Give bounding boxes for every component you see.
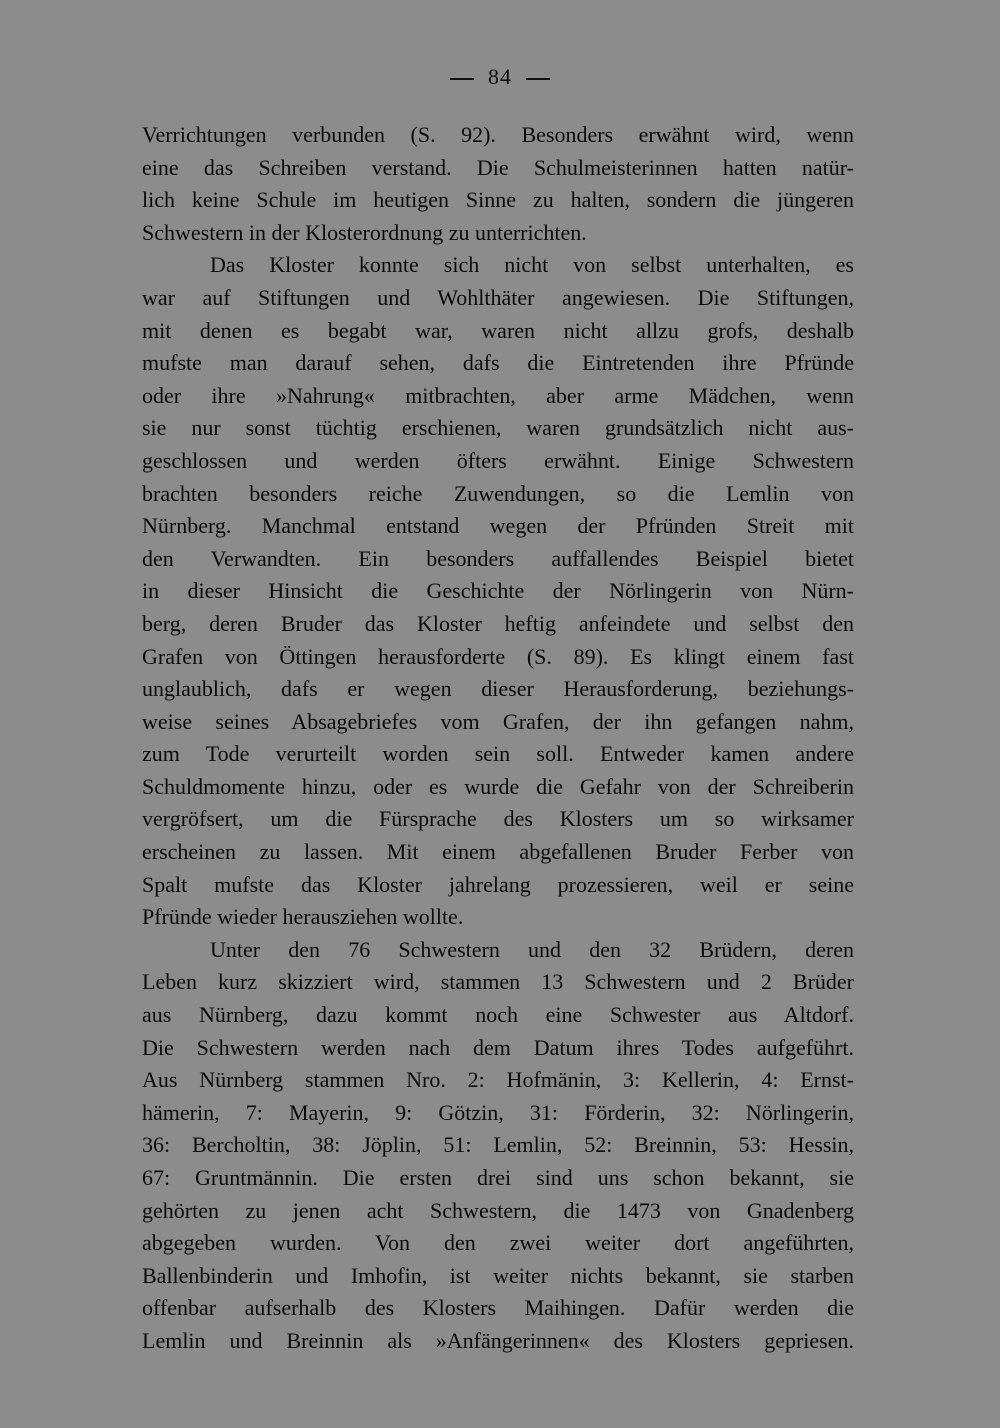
text-line: gehörten zu jenen acht Schwestern, die 1473 von Gnadenberg bbox=[142, 1197, 854, 1223]
text-line: Leben kurz skizziert wird, stammen 13 Schwestern und 2 Brüder bbox=[142, 969, 854, 995]
text-line: weise seines Absagebriefes vom Grafen, der ihn gefangen nahm, bbox=[142, 708, 854, 734]
text-line: unglaublich, dafs er wegen dieser Herausforderung, beziehungs- bbox=[142, 676, 854, 702]
text-line: oder ihre »Nahrung« mitbrachten, aber arme Mädchen, wenn bbox=[142, 382, 854, 408]
text-line: berg, deren Bruder das Kloster heftig anfeindete und selbst den bbox=[142, 610, 854, 636]
text-line: zum Tode verurteilt worden sein soll. Entweder kamen andere bbox=[142, 741, 854, 767]
text-line: Das Kloster konnte sich nicht von selbst unterhalten, es bbox=[210, 252, 854, 278]
text-line: in dieser Hinsicht die Geschichte der Nörlingerin von Nürn- bbox=[142, 578, 854, 604]
text-line: aus Nürnberg, dazu kommt noch eine Schwester aus Altdorf. bbox=[142, 1002, 854, 1028]
text-line: Spalt mufste das Kloster jahrelang prozessieren, weil er seine bbox=[142, 871, 854, 897]
text-line: Die Schwestern werden nach dem Datum ihres Todes aufgeführt. bbox=[142, 1034, 854, 1060]
text-line: Nürnberg. Manchmal entstand wegen der Pfründen Streit mit bbox=[142, 513, 854, 539]
text-line: Grafen von Öttingen herausforderte (S. 89). Es klingt einem fast bbox=[142, 643, 854, 669]
page-number: 84 bbox=[488, 64, 512, 89]
text-line: abgegeben wurden. Von den zwei weiter dort angeführten, bbox=[142, 1230, 854, 1256]
body-text bbox=[142, 119, 854, 1358]
page-header bbox=[0, 64, 1000, 90]
text-line: den Verwandten. Ein besonders auffallendes Beispiel bietet bbox=[142, 545, 854, 571]
text-line: geschlossen und werden öfters erwähnt. Einige Schwestern bbox=[142, 447, 854, 473]
text-line: offenbar aufserhalb des Klosters Maihingen. Dafür werden die bbox=[142, 1295, 854, 1321]
text-line: Unter den 76 Schwestern und den 32 Brüdern, deren bbox=[210, 936, 854, 962]
text-line: eine das Schreiben verstand. Die Schulmeisterinnen hatten natür- bbox=[142, 154, 854, 180]
text-line: 36: Bercholtin, 38: Jöplin, 51: Lemlin, 52: Breinnin, 53: Hessin, bbox=[142, 1132, 854, 1158]
text-line: brachten besonders reiche Zuwendungen, so die Lemlin von bbox=[142, 480, 854, 506]
text-line: Aus Nürnberg stammen Nro. 2: Hofmänin, 3: Kellerin, 4: Ernst- bbox=[142, 1067, 854, 1093]
text-line: hämerin, 7: Mayerin, 9: Götzin, 31: Förderin, 32: Nörlingerin, bbox=[142, 1099, 854, 1125]
text-line: Verrichtungen verbunden (S. 92). Besonders erwähnt wird, wenn bbox=[142, 122, 854, 147]
text-line: war auf Stiftungen und Wohlthäter angewiesen. Die Stiftungen, bbox=[142, 284, 854, 310]
text-line: Ballenbinderin und Imhofin, ist weiter nichts bekannt, sie starben bbox=[142, 1262, 854, 1288]
text-line: mit denen es begabt war, waren nicht allzu grofs, deshalb bbox=[142, 317, 854, 343]
text-line: lich keine Schule im heutigen Sinne zu halten, sondern die jüngeren bbox=[142, 187, 854, 213]
text-line: mufste man darauf sehen, dafs die Eintretenden ihre Pfründe bbox=[142, 350, 854, 376]
text-line: Pfründe wieder herausziehen wollte. bbox=[142, 904, 464, 930]
header-dash-left bbox=[450, 78, 474, 80]
text-line: sie nur sonst tüchtig erschienen, waren grundsätzlich nicht aus- bbox=[142, 415, 854, 441]
text-line: erscheinen zu lassen. Mit einem abgefallenen Bruder Ferber von bbox=[142, 839, 854, 865]
text-line: Lemlin und Breinnin als »Anfängerinnen« des Klosters gepriesen. bbox=[142, 1327, 854, 1353]
header-dash-right bbox=[526, 78, 550, 80]
text-line: 67: Gruntmännin. Die ersten drei sind uns schon bekannt, sie bbox=[142, 1165, 854, 1190]
text-line: Schwestern in der Klosterordnung zu unterrichten. bbox=[142, 219, 587, 245]
text-line: Schuldmomente hinzu, oder es wurde die Gefahr von der Schreiberin bbox=[142, 773, 854, 799]
text-line: vergröfsert, um die Fürsprache des Klosters um so wirksamer bbox=[142, 806, 854, 832]
